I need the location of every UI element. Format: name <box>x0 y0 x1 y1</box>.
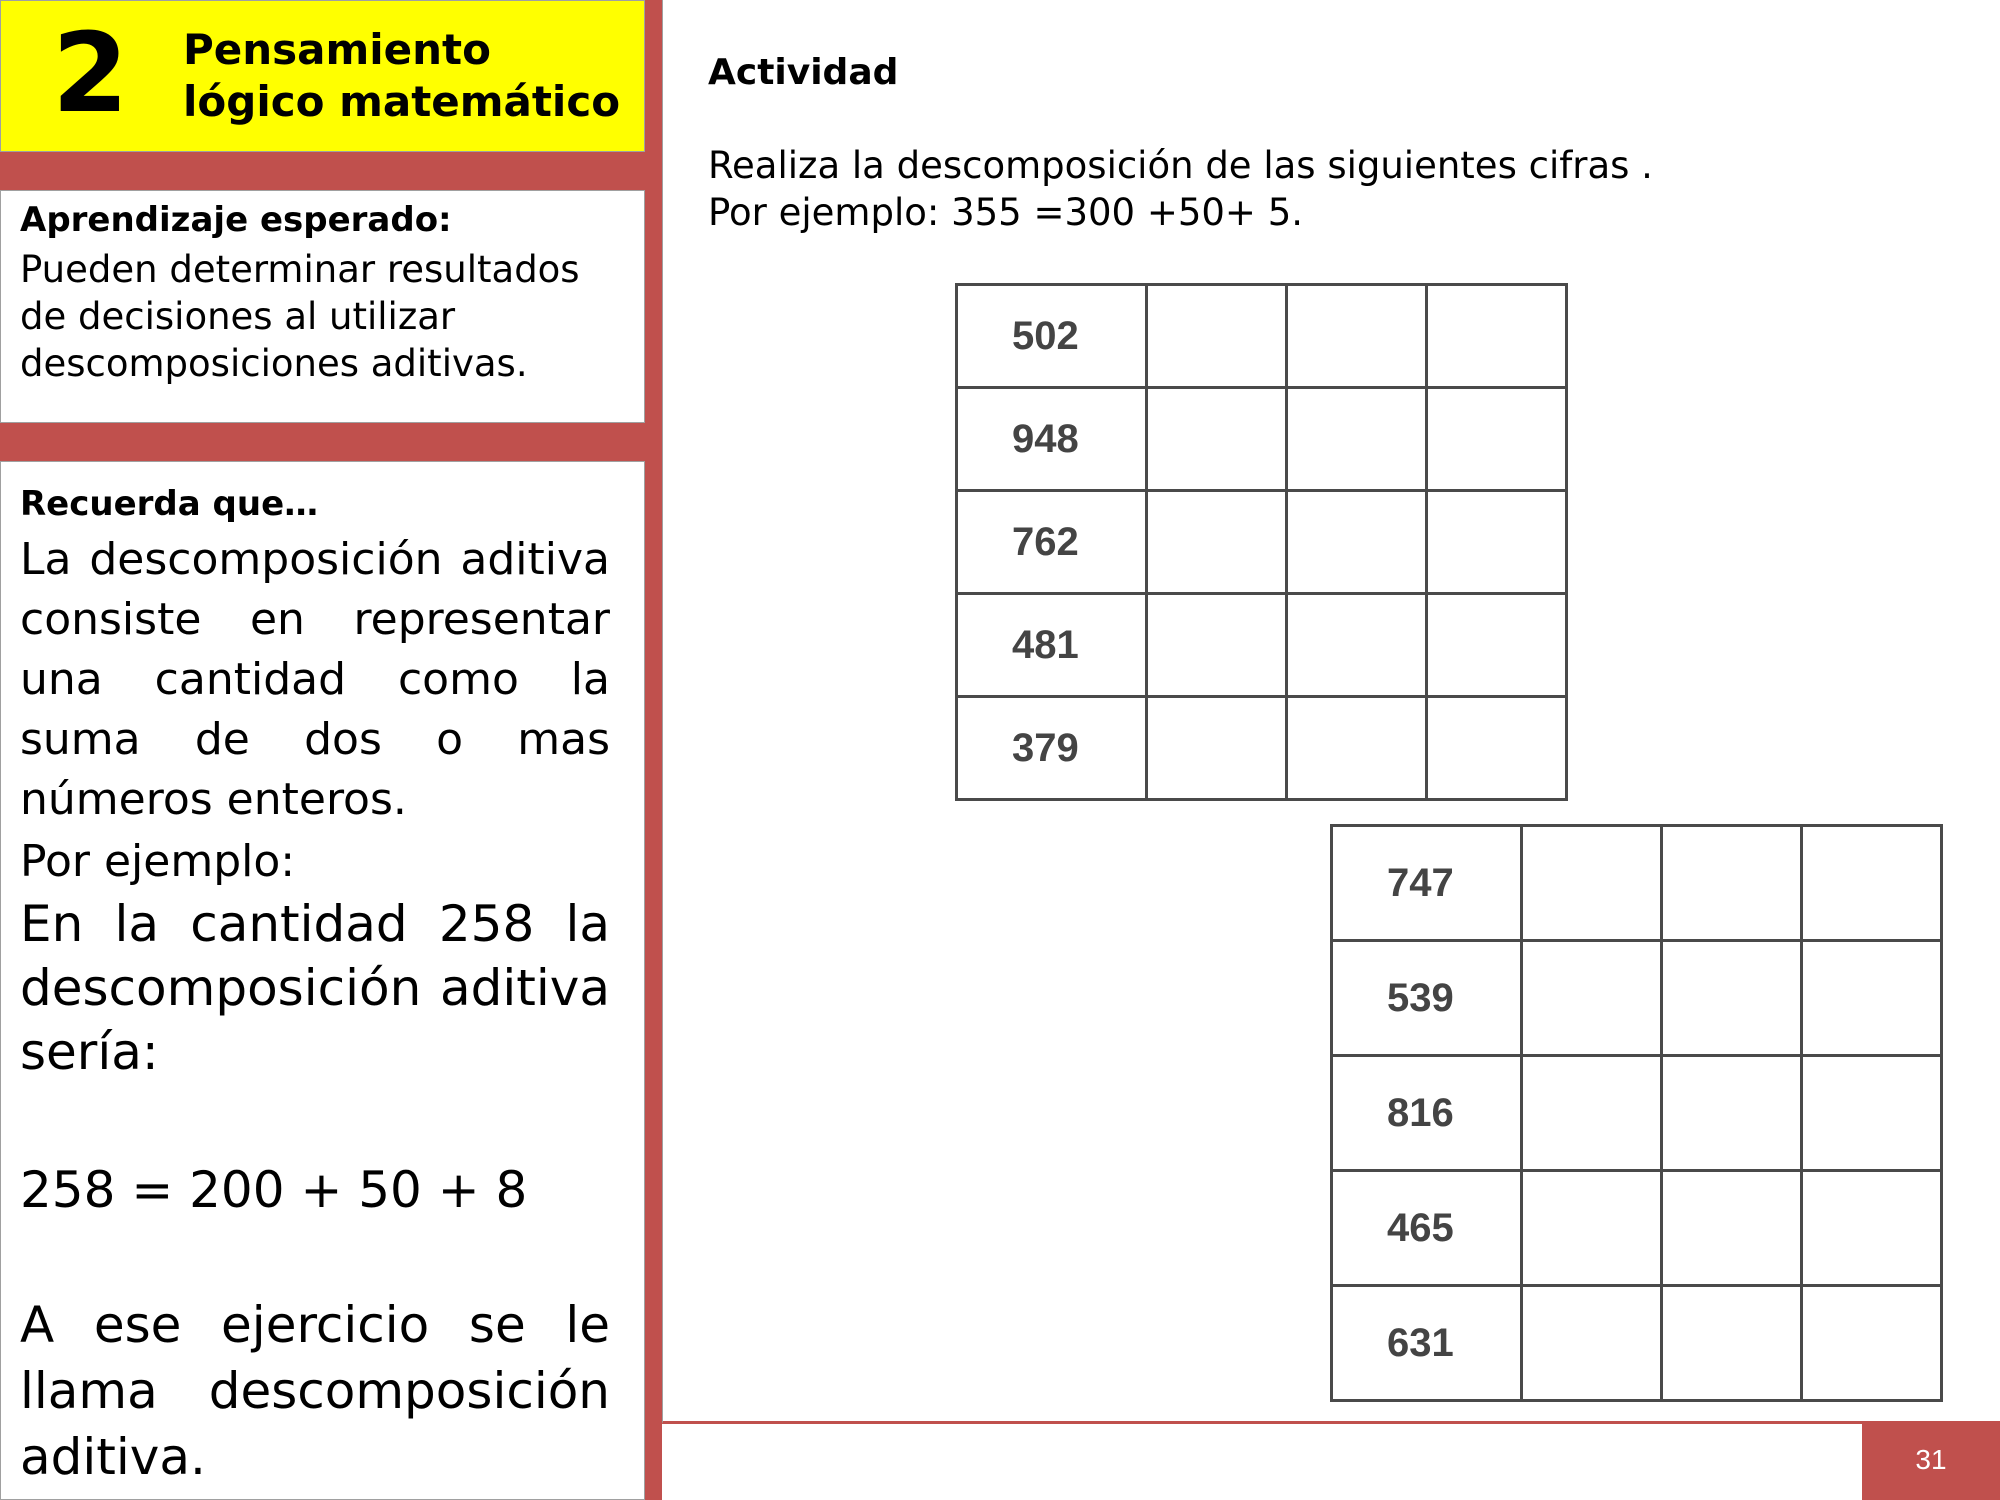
table-row <box>957 388 1567 491</box>
answer-cell[interactable] <box>1427 697 1567 800</box>
table-row <box>957 491 1567 594</box>
number-cell: 502 <box>957 285 1147 388</box>
table-row <box>1332 941 1942 1056</box>
answer-cell[interactable] <box>1522 941 1662 1056</box>
learning-heading: Aprendizaje esperado: <box>20 200 452 240</box>
answer-cell[interactable] <box>1427 388 1567 491</box>
number-cell: 379 <box>957 697 1147 800</box>
answer-cell[interactable] <box>1662 1171 1802 1286</box>
definition-text: La descomposición aditiva consiste en representar una cantidad como la suma de dos o mas números enteros. <box>20 534 610 825</box>
instruction-line-1: Realiza la descomposición de las siguientes cifras . <box>708 144 1653 187</box>
learning-text: Pueden determinar resultados de decisiones al utilizar descomposiciones aditivas. <box>20 248 580 385</box>
instruction-line-2: Por ejemplo: 355 =300 +50+ 5. <box>708 191 1303 234</box>
answer-cell[interactable] <box>1802 1286 1942 1401</box>
answer-cell[interactable] <box>1287 697 1427 800</box>
answer-cell[interactable] <box>1427 594 1567 697</box>
answer-cell[interactable] <box>1802 826 1942 941</box>
example-text: En la cantidad 258 la descomposición aditiva sería: <box>20 895 610 1081</box>
table-row <box>1332 826 1942 941</box>
table-row <box>957 594 1567 697</box>
answer-cell[interactable] <box>1427 491 1567 594</box>
activity-instructions <box>708 142 1908 236</box>
activity-title: Actividad <box>708 52 899 93</box>
answer-cell[interactable] <box>1287 388 1427 491</box>
lesson-number: 2 <box>52 9 129 137</box>
answer-cell[interactable] <box>1662 1286 1802 1401</box>
answer-cell[interactable] <box>1287 285 1427 388</box>
decomposition-table-1 <box>955 283 1568 801</box>
example-label: Por ejemplo: <box>20 836 296 887</box>
answer-cell[interactable] <box>1802 941 1942 1056</box>
answer-cell[interactable] <box>1802 1056 1942 1171</box>
table-row <box>957 285 1567 388</box>
number-cell: 747 <box>1332 826 1522 941</box>
number-cell: 481 <box>957 594 1147 697</box>
number-cell: 539 <box>1332 941 1522 1056</box>
example-equation: 258 = 200 + 50 + 8 <box>20 1161 528 1219</box>
number-cell: 465 <box>1332 1171 1522 1286</box>
answer-cell[interactable] <box>1522 1056 1662 1171</box>
answer-cell[interactable] <box>1147 594 1287 697</box>
closing-text: A ese ejercicio se le llama descomposición aditiva. <box>20 1296 610 1486</box>
answer-cell[interactable] <box>1522 1286 1662 1401</box>
table-row <box>1332 1286 1942 1401</box>
answer-cell[interactable] <box>1662 826 1802 941</box>
answer-cell[interactable] <box>1287 594 1427 697</box>
number-cell: 948 <box>957 388 1147 491</box>
table-row <box>957 697 1567 800</box>
page-number: 31 <box>1915 1444 1947 1475</box>
answer-cell[interactable] <box>1147 491 1287 594</box>
answer-cell[interactable] <box>1287 491 1427 594</box>
lesson-title: Pensamiento lógico matemático <box>183 25 621 126</box>
number-cell: 762 <box>957 491 1147 594</box>
answer-cell[interactable] <box>1147 388 1287 491</box>
table-row <box>1332 1056 1942 1171</box>
answer-cell[interactable] <box>1662 1056 1802 1171</box>
answer-cell[interactable] <box>1147 285 1287 388</box>
remember-heading: Recuerda que… <box>20 484 319 524</box>
number-cell: 631 <box>1332 1286 1522 1401</box>
decomposition-table-2 <box>1330 824 1943 1402</box>
answer-cell[interactable] <box>1662 941 1802 1056</box>
number-cell: 816 <box>1332 1056 1522 1171</box>
answer-cell[interactable] <box>1522 1171 1662 1286</box>
answer-cell[interactable] <box>1147 697 1287 800</box>
answer-cell[interactable] <box>1427 285 1567 388</box>
table-row <box>1332 1171 1942 1286</box>
answer-cell[interactable] <box>1802 1171 1942 1286</box>
answer-cell[interactable] <box>1522 826 1662 941</box>
